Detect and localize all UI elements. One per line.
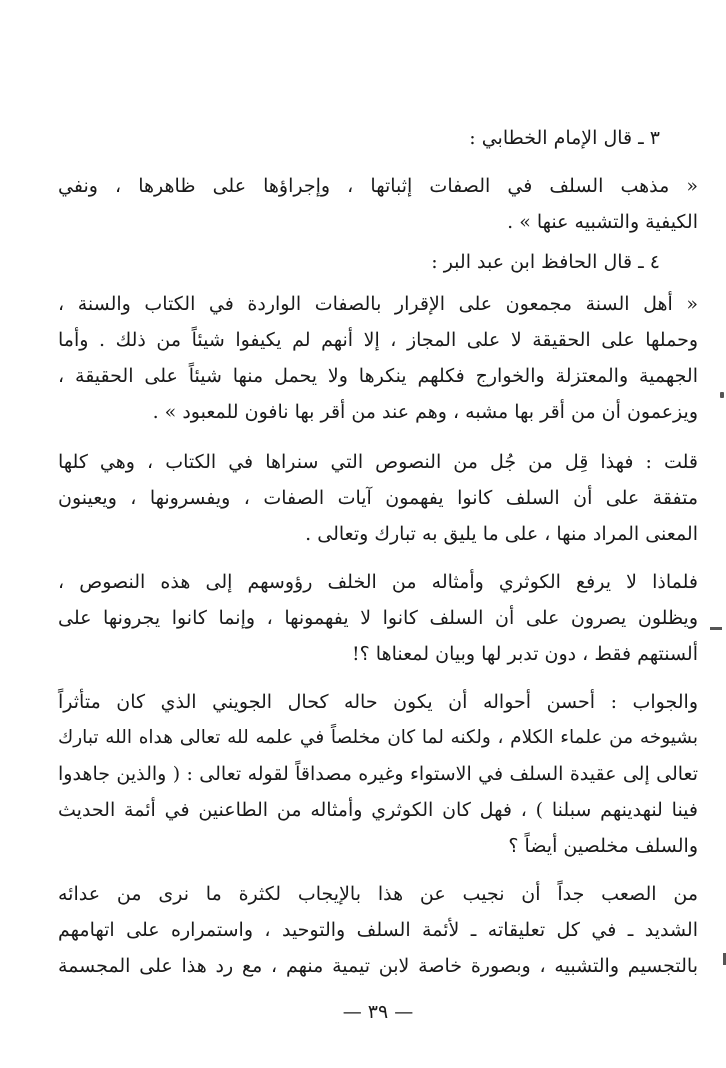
text-line: وحملها على الحقيقة لا على المجاز ، إلا أنهم لم يكيفوا شيئاً من ذلك . وأما <box>58 329 698 351</box>
scan-speck <box>720 392 724 398</box>
text-line: المعنى المراد منها ، على ما يليق به تبارك وتعالى . <box>305 523 698 545</box>
text-line: بشيوخه من علماء الكلام ، ولكنه لما كان مخلصاً في علمه لله تعالى هداه الله تبارك <box>58 727 698 748</box>
text-line: ألسنتهم فقط ، دون تدبر لها وبيان لمعناها ؟! <box>352 643 698 665</box>
text-line: والجواب : أحسن أحواله أن يكون حاله كحال الجويني الذي كان متأثراً <box>58 691 698 713</box>
text-line: ويظلون يصرون على أن السلف كانوا لا يفهمونها ، وإنما كانوا يجرونها على <box>58 607 698 629</box>
text-line: والسلف مخلصين أيضاً ؟ <box>508 835 698 857</box>
text-line: ويزعمون أن من أقر بها مشبه ، وهم عند من أقر بها نافون للمعبود » . <box>152 401 698 423</box>
text-line: فينا لنهدينهم سبلنا ) ، فهل كان الكوثري وأمثاله من الطاعنين في أئمة الحديث <box>58 799 698 821</box>
text-line: « مذهب السلف في الصفات إثباتها ، وإجراؤها على ظاهرها ، ونفي <box>58 175 698 197</box>
text-line: الكيفية والتشبيه عنها » . <box>507 211 698 233</box>
text-line: ٣ ـ قال الإمام الخطابي : <box>469 127 660 149</box>
text-line: الشديد ـ في كل تعليقاته ـ لأئمة السلف والتوحيد ، واستمراره على اتهامهم <box>58 919 698 941</box>
text-line: متفقة على أن السلف كانوا يفهمون آيات الصفات ، ويفسرونها ، ويعينون <box>58 487 698 509</box>
page-number: — ٣٩ — <box>342 1001 414 1023</box>
text-line: فلماذا لا يرفع الكوثري وأمثاله من الخلف رؤوسهم إلى هذه النصوص ، <box>58 571 698 593</box>
text-line: تعالى إلى عقيدة السلف في الاستواء وغيره مصداقاً لقوله تعالى : ( والذين جاهدوا <box>58 763 698 785</box>
document-page <box>58 110 698 1040</box>
text-line: من الصعب جداً أن نجيب عن هذا بالإيجاب لكثرة ما نرى من عدائه <box>58 883 698 905</box>
text-line: قلت : فهذا قِل من جُل من النصوص التي سنراها في الكتاب ، وهي كلها <box>58 451 698 473</box>
text-line: ٤ ـ قال الحافظ ابن عبد البر : <box>431 251 660 273</box>
text-line: بالتجسيم والتشبيه ، وبصورة خاصة لابن تيمية منهم ، مع رد هذا على المجسمة <box>58 955 698 977</box>
scan-speck <box>710 627 722 630</box>
text-line: الجهمية والمعتزلة والخوارج فكلهم ينكرها ولا يحمل منها شيئاً على الحقيقة ، <box>58 365 698 387</box>
text-line: « أهل السنة مجمعون على الإقرار بالصفات الواردة في الكتاب والسنة ، <box>58 293 698 315</box>
